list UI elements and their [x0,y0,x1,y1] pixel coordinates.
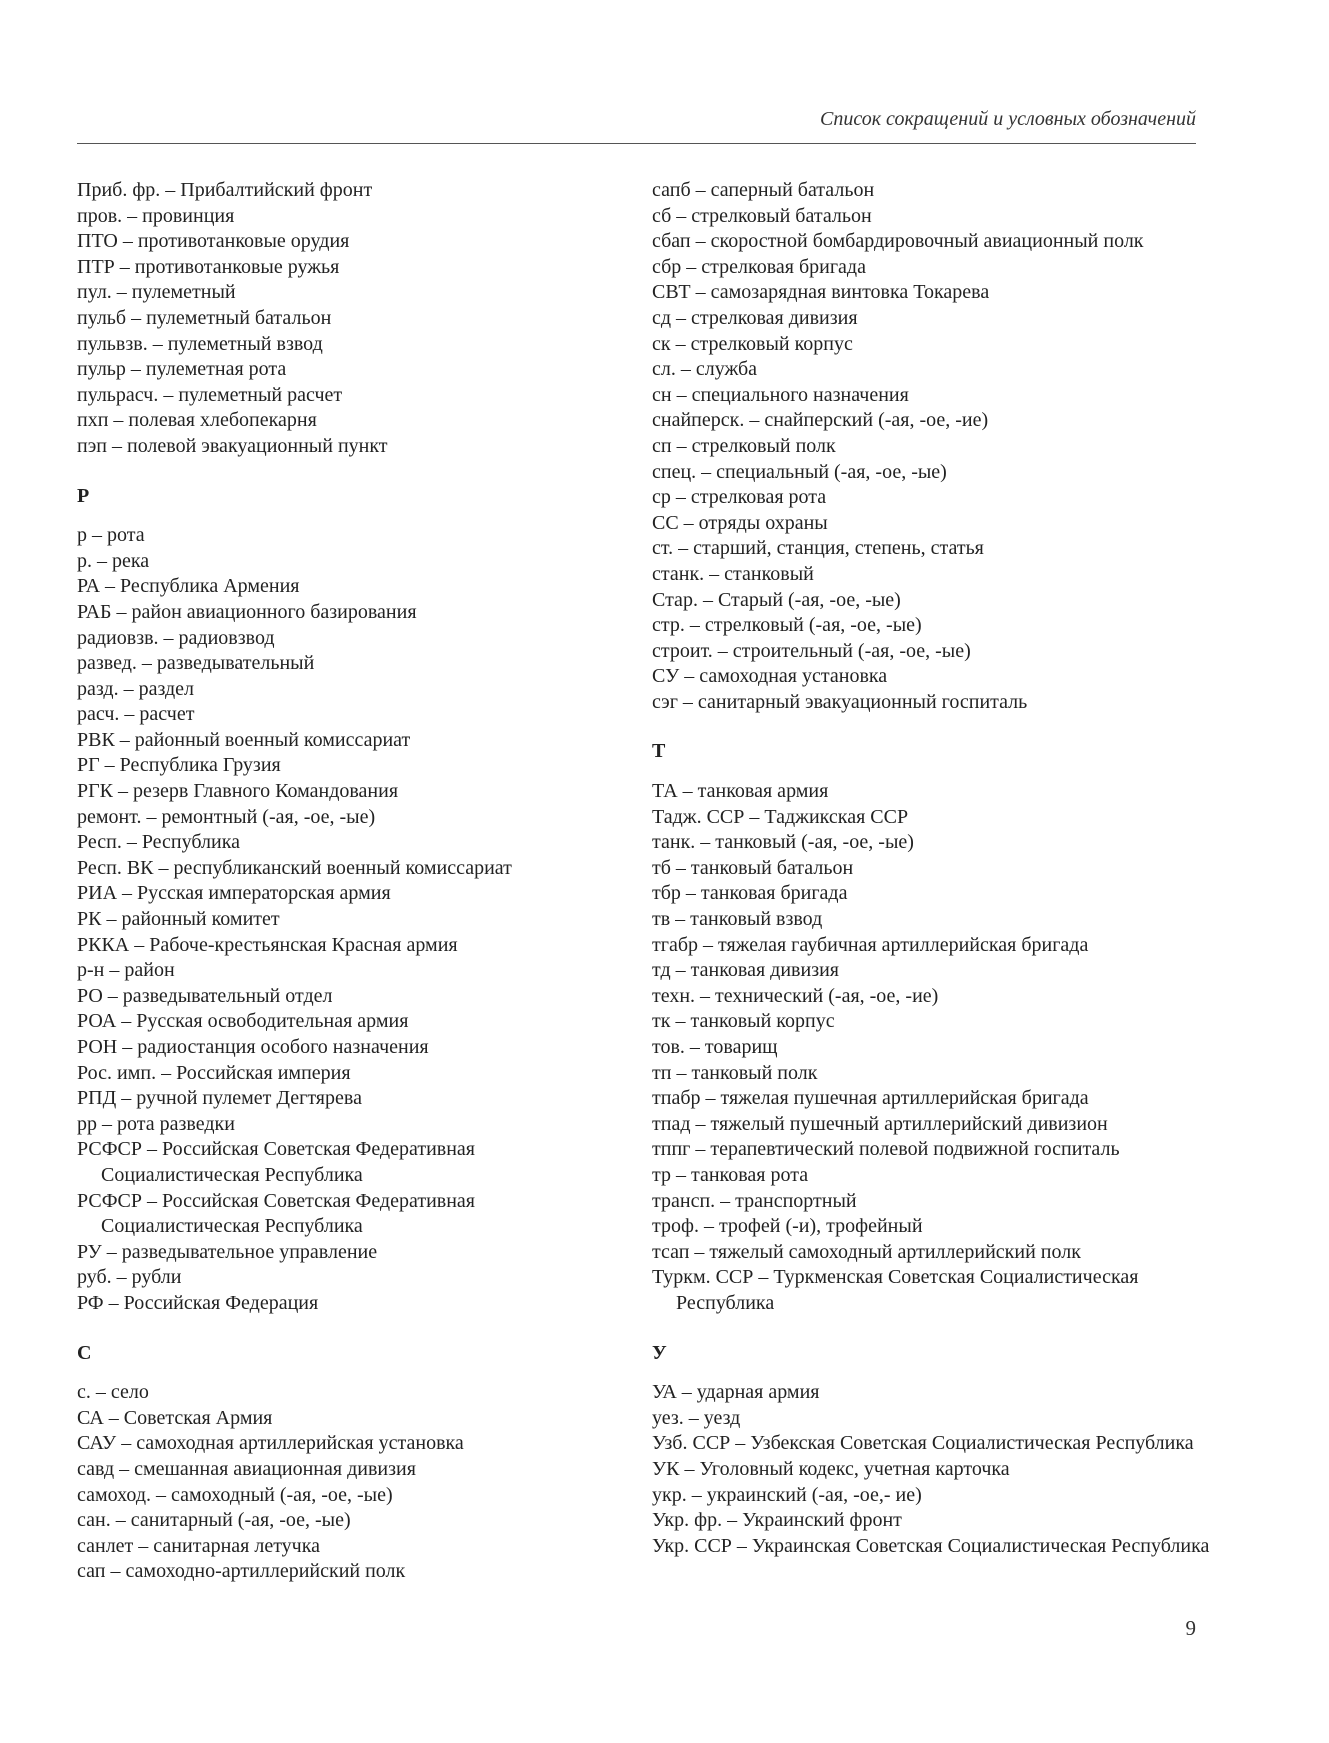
section-letter-heading: Т [652,740,666,763]
glossary-entry: радиовзв. – радиовзвод [77,626,275,649]
glossary-entry: санлет – санитарная летучка [77,1534,321,1557]
glossary-entry: р – рота [77,524,145,547]
glossary-entry: Респ. – Республика [77,831,241,854]
glossary-entry: ПТО – противотанковые орудия [77,230,350,253]
glossary-entry: тп – танковый полк [652,1061,818,1084]
glossary-entry: СС – отряды охраны [652,511,828,534]
glossary-entry: РУ – разведывательное управление [77,1240,378,1263]
glossary-entry: сн – специального назначения [652,383,909,406]
glossary-entry: СВТ – самозарядная винтовка Токарева [652,281,990,304]
glossary-entry: снайперск. – снайперский (-ая, -ое, -ие) [652,409,989,432]
glossary-entry: пульр – пулеметная рота [77,358,287,381]
glossary-entry: Стар. – Старый (-ая, -ое, -ые) [652,588,901,611]
glossary-entry: Укр. ССР – Украинская Советская Социалистическая Республика [652,1534,1210,1557]
glossary-entry: сап – самоходно-артиллерийский полк [77,1560,406,1583]
glossary-entry: сд – стрелковая дивизия [652,306,858,329]
glossary-section [77,178,637,460]
glossary-entry: Туркм. ССР – Туркменская Советская Социалистическая Республика [652,1266,1139,1314]
glossary-entry: руб. – рубли [77,1266,182,1289]
glossary-entry: тпабр – тяжелая пушечная артиллерийская бригада [652,1087,1089,1110]
glossary-entry: сп – стрелковый полк [652,434,836,457]
glossary-entry: РФ – Российская Федерация [77,1291,319,1314]
glossary-entry: расч. – расчет [77,703,195,726]
glossary-entry: тк – танковый корпус [652,1010,835,1033]
glossary-entry: РИА – Русская императорская армия [77,882,391,905]
glossary-entry: развед. – разведывательный [77,652,315,675]
glossary-entry: Тадж. ССР – Таджикская ССР [652,805,909,828]
glossary-entry: УК – Уголовный кодекс, учетная карточка [652,1457,1010,1480]
glossary-entry: тр – танковая рота [652,1163,809,1186]
glossary-entry: сбр – стрелковая бригада [652,255,866,278]
glossary-section [652,178,1212,715]
glossary-entry: р-н – район [77,959,175,982]
glossary-entry: пров. – провинция [77,204,235,227]
glossary-entry: ПТР – противотанковые ружья [77,255,340,278]
section-letter-heading: С [77,1341,92,1364]
glossary-entry: савд – смешанная авиационная дивизия [77,1457,416,1480]
header-rule [77,143,1196,144]
glossary-entry: троф. – трофей (-и), трофейный [652,1215,923,1238]
right-column [652,178,1212,1559]
glossary-entry: тв – танковый взвод [652,908,823,931]
glossary-entry: техн. – технический (-ая, -ое, -ие) [652,984,939,1007]
glossary-entry: Рос. имп. – Российская империя [77,1061,351,1084]
glossary-entry: Респ. ВК – республиканский военный комиссариат [77,856,512,879]
glossary-entry: пул. – пулеметный [77,281,236,304]
glossary-entry: РО – разведывательный отдел [77,984,333,1007]
glossary-entry: пульб – пулеметный батальон [77,306,332,329]
glossary-entry: сл. – служба [652,358,758,381]
glossary-entry: тбр – танковая бригада [652,882,848,905]
glossary-entry: ст. – старший, станция, степень, статья [652,537,984,560]
glossary-entry: спец. – специальный (-ая, -ое, -ые) [652,460,947,483]
glossary-entry: РА – Республика Армения [77,575,300,598]
glossary-entry: станк. – станковый [652,562,814,585]
glossary-entry: РАБ – район авиационного базирования [77,600,417,623]
glossary-entry: рр – рота разведки [77,1112,235,1135]
glossary-entry: тсап – тяжелый самоходный артиллерийский полк [652,1240,1081,1263]
glossary-entry: ремонт. – ремонтный (-ая, -ое, -ые) [77,805,376,828]
glossary-entry: СА – Советская Армия [77,1406,273,1429]
glossary-entry: разд. – раздел [77,677,195,700]
glossary-entry: тппг – терапевтический полевой подвижной госпиталь [652,1138,1120,1161]
glossary-entry: тов. – товарищ [652,1036,778,1058]
glossary-entry: пхп – полевая хлебопекарня [77,409,317,432]
glossary-entry: РГ – Республика Грузия [77,754,281,777]
glossary-entry: РГК – резерв Главного Командования [77,780,399,803]
glossary-entry: РВК – районный военный комиссариат [77,728,411,751]
page-number: 9 [1185,1616,1196,1640]
glossary-entry: тб – танковый батальон [652,856,854,879]
glossary-entry: тд – танковая дивизия [652,959,840,982]
glossary-entry: р. – река [77,549,150,572]
glossary-entry: стр. – стрелковый (-ая, -ое, -ые) [652,614,922,637]
glossary-entry: ср – стрелковая рота [652,486,827,509]
glossary-section [77,460,637,1317]
glossary-entry: ск – стрелковый корпус [652,332,853,355]
section-letter-heading: У [652,1341,667,1364]
glossary-entry: с. – село [77,1381,149,1404]
glossary-entry: тгабр – тяжелая гаубичная артиллерийская бригада [652,933,1089,956]
running-title: Список сокращений и условных обозначений [819,108,1196,130]
glossary-entry: СУ – самоходная установка [652,665,888,688]
glossary-entry: РОА – Русская освободительная армия [77,1010,409,1033]
glossary-entry: трансп. – транспортный [652,1189,857,1212]
glossary-entry: строит. – строительный (-ая, -ое, -ые) [652,639,971,662]
glossary-section [652,1317,1212,1560]
glossary-entry: сан. – санитарный (-ая, -ое, -ые) [77,1509,351,1532]
left-column [77,178,637,1585]
glossary-entry: РОН – радиостанция особого назначения [77,1036,429,1058]
glossary-entry: Укр. фр. – Украинский фронт [652,1509,902,1532]
glossary-entry: Узб. ССР – Узбекская Советская Социалистическая Республика [652,1432,1194,1455]
glossary-entry: РПД – ручной пулемет Дегтярева [77,1087,362,1110]
glossary-section [652,715,1212,1316]
glossary-section [77,1317,637,1585]
glossary-entry: тпад – тяжелый пушечный артиллерийский дивизион [652,1112,1108,1135]
glossary-entry: УА – ударная армия [652,1381,820,1404]
glossary-entry: РК – районный комитет [77,908,280,931]
glossary-entry: танк. – танковый (-ая, -ое, -ые) [652,831,914,854]
glossary-entry: РСФСР – Российская Советская Федеративная Социалистическая Республика [77,1189,476,1238]
glossary-entry: укр. – украинский (-ая, -ое,- ие) [652,1483,922,1506]
glossary-entry: ТА – танковая армия [652,780,829,803]
glossary-entry: уез. – уезд [652,1406,741,1429]
glossary-entry: самоход. – самоходный (-ая, -ое, -ые) [77,1483,393,1506]
glossary-entry: САУ – самоходная артиллерийская установка [77,1432,464,1455]
glossary-entry: РСФСР – Российская Советская Федеративная Социалистическая Республика [77,1138,476,1186]
glossary-entry: РККА – Рабоче-крестьянская Красная армия [77,933,458,956]
glossary-entry: сэг – санитарный эвакуационный госпиталь [652,690,1028,713]
glossary-entry: пэп – полевой эвакуационный пункт [77,434,388,457]
glossary-entry: сапб – саперный батальон [652,179,875,201]
glossary-entry: пульрасч. – пулеметный расчет [77,383,343,406]
glossary-entry: сб – стрелковый батальон [652,204,872,227]
glossary-entry: пульвзв. – пулеметный взвод [77,332,323,355]
glossary-entry: Приб. фр. – Прибалтийский фронт [77,179,373,201]
glossary-entry: сбап – скоростной бомбардировочный авиационный полк [652,230,1144,253]
section-letter-heading: Р [77,484,90,507]
